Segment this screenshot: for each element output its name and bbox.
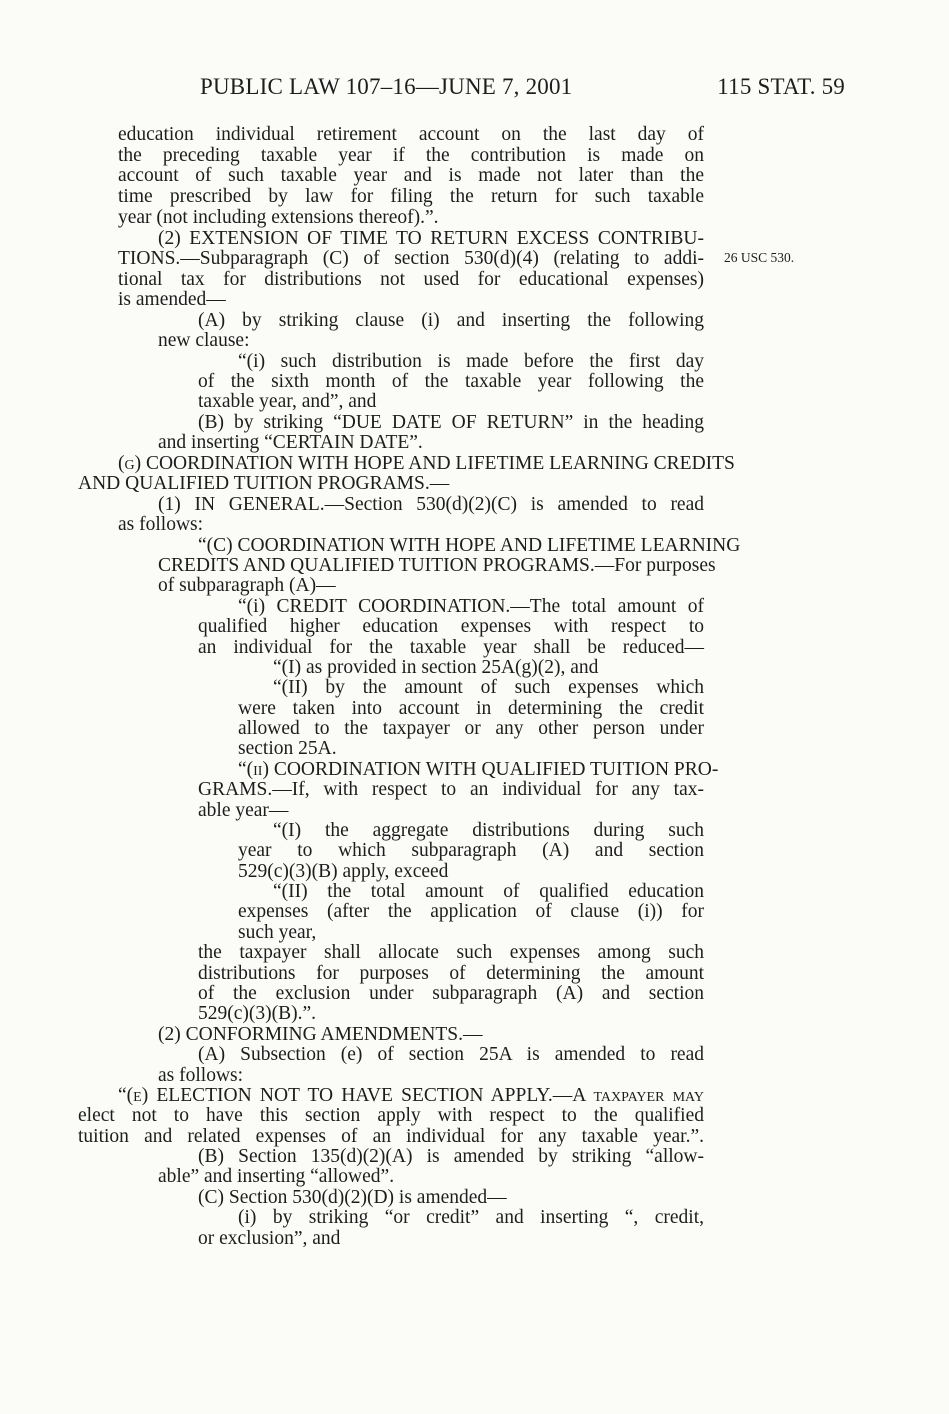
text-line: year to which subparagraph (A) and section <box>238 840 704 861</box>
text-line: AND QUALIFIED TUITION PROGRAMS.— <box>78 473 450 494</box>
text-line: year (not including extensions thereof).”. <box>118 207 439 228</box>
text-line: “(ii) COORDINATION WITH QUALIFIED TUITION PRO- <box>238 759 719 780</box>
text-line: allowed to the taxpayer or any other person under <box>238 718 704 739</box>
text-line: or exclusion”, and <box>198 1228 341 1249</box>
text-line: (2) CONFORMING AMENDMENTS.— <box>158 1024 483 1045</box>
text-line: time prescribed by law for filing the return for such taxable <box>118 186 704 207</box>
text-line: 529(c)(3)(B).”. <box>198 1003 317 1024</box>
text-line: as follows: <box>118 514 204 535</box>
text-line: able” and inserting “allowed”. <box>158 1166 395 1187</box>
text-line: (A) Subsection (e) of section 25A is amended to read <box>198 1044 704 1065</box>
text-line: “(i) CREDIT COORDINATION.—The total amount of <box>238 596 704 617</box>
text-line: (1) IN GENERAL.—Section 530(d)(2)(C) is amended to read <box>158 494 704 515</box>
text-line: elect not to have this section apply with respect to the qualified <box>78 1105 704 1126</box>
text-line: 529(c)(3)(B) apply, exceed <box>238 861 449 882</box>
text-line: of the sixth month of the taxable year following the <box>198 371 704 392</box>
text-line: expenses (after the application of clause (i)) for <box>238 901 704 922</box>
text-line: such year, <box>238 922 317 943</box>
text-line: education individual retirement account on the last day of <box>118 124 704 145</box>
text-line: taxable year, and”, and <box>198 391 377 412</box>
text-line: distributions for purposes of determining the amount <box>198 963 704 984</box>
text-line: the taxpayer shall allocate such expenses among such <box>198 942 704 963</box>
text-line: (g) COORDINATION WITH HOPE AND LIFETIME LEARNING CREDITS <box>118 453 735 474</box>
text-line: section 25A. <box>238 738 337 759</box>
text-line: “(i) such distribution is made before the first day <box>238 351 704 372</box>
text-line: (B) Section 135(d)(2)(A) is amended by striking “allow- <box>198 1146 704 1167</box>
header-stat-page: 115 STAT. 59 <box>717 74 845 99</box>
text-line: new clause: <box>158 330 250 351</box>
header-title: PUBLIC LAW 107–16—JUNE 7, 2001 <box>200 74 573 99</box>
text-line: “(C) COORDINATION WITH HOPE AND LIFETIME LEARNING <box>198 535 741 556</box>
text-line: (C) Section 530(d)(2)(D) is amended— <box>198 1187 507 1208</box>
text-line: an individual for the taxable year shall be reduced— <box>198 637 704 658</box>
text-line: able year— <box>198 800 289 821</box>
text-line: the preceding taxable year if the contribution is made on <box>118 145 704 166</box>
text-line: as follows: <box>158 1065 244 1086</box>
text-line: tuition and related expenses of an individual for any taxable year.”. <box>78 1126 704 1147</box>
text-line: “(I) as provided in section 25A(g)(2), and <box>273 657 599 678</box>
margin-citation: 26 USC 530. <box>724 250 795 265</box>
text-line: CREDITS AND QUALIFIED TUITION PROGRAMS.—For purposes <box>158 555 716 576</box>
text-line: is amended— <box>118 289 226 310</box>
text-line: of the exclusion under subparagraph (A) and section <box>198 983 704 1004</box>
text-line: of subparagraph (A)— <box>158 575 336 596</box>
text-line: (2) EXTENSION OF TIME TO RETURN EXCESS CONTRIBU- <box>158 228 704 249</box>
text-line: and inserting “CERTAIN DATE”. <box>158 432 423 453</box>
text-line: were taken into account in determining the credit <box>238 698 704 719</box>
text-line: GRAMS.—If, with respect to an individual for any tax- <box>198 779 704 800</box>
text-line: “(e) ELECTION NOT TO HAVE SECTION APPLY.—A taxpayer may <box>118 1085 704 1106</box>
text-line: tional tax for distributions not used for educational expenses) <box>118 269 704 290</box>
text-line: (A) by striking clause (i) and inserting the following <box>198 310 704 331</box>
text-line: “(II) by the amount of such expenses which <box>273 677 704 698</box>
text-line: (i) by striking “or credit” and inserting “, credit, <box>238 1207 704 1228</box>
text-line: account of such taxable year and is made not later than the <box>118 165 704 186</box>
text-line: qualified higher education expenses with respect to <box>198 616 704 637</box>
text-line: TIONS.—Subparagraph (C) of section 530(d)(4) (relating to addi- <box>118 248 704 269</box>
page-header <box>0 74 949 104</box>
text-line: “(II) the total amount of qualified education <box>273 881 704 902</box>
text-line: (B) by striking “DUE DATE OF RETURN” in the heading <box>198 412 704 433</box>
text-line: “(I) the aggregate distributions during such <box>273 820 704 841</box>
